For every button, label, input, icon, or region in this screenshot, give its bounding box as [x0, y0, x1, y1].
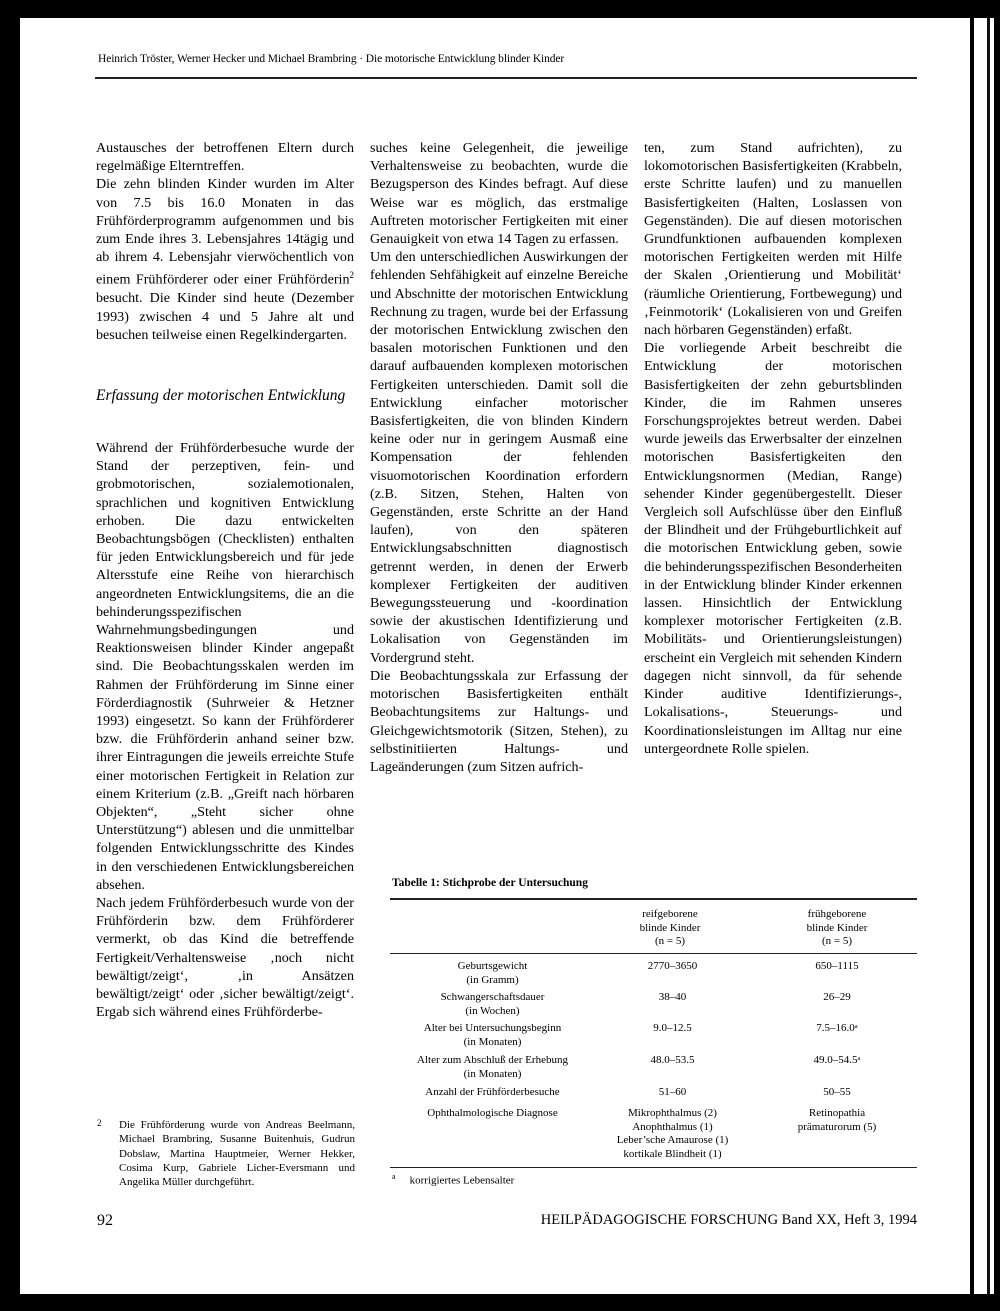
section-heading: Erfassung der motorischen Entwicklung — [96, 386, 346, 404]
table-cell-line: kortikale Blindheit (1) — [623, 1147, 722, 1160]
table-header-line: (n = 5) — [821, 935, 853, 947]
table-cell-line: Retinopathia — [808, 1107, 866, 1119]
table-cell-fruehgeborene — [762, 1054, 912, 1068]
table-top-rule — [390, 898, 917, 900]
table-header-line: (n = 5) — [654, 935, 686, 947]
table-note-text: korrigiertes Lebensalter — [409, 1174, 515, 1187]
table-cell-line: 49.0–54.5ᵃ — [813, 1054, 861, 1066]
table-column-header — [762, 908, 912, 949]
paragraph: Austausches der betroffenen Eltern durch regelmäßige Elterntreffen. — [96, 140, 354, 175]
table-cell-line: (in Wochen) — [465, 1004, 520, 1017]
table-cell-fruehgeborene — [762, 960, 912, 974]
running-head-rule — [95, 77, 917, 79]
table-row-label — [390, 1022, 595, 1049]
table-cell-line: Alter bei Untersuchungsbeginn — [423, 1022, 562, 1034]
table-header-line: reifgeborene — [642, 908, 698, 920]
footnote-ref: 2 — [349, 270, 354, 281]
table-cell-line: (in Monaten) — [463, 1067, 522, 1080]
table-cell-line: Geburtsgewicht — [457, 960, 528, 972]
paragraph: Nach jedem Frühförderbesuch wurde von der Frühförderin bzw. dem Frühförderer vermerkt, ob das Kind die betreffende Fertigkeit/Verhaltensweise ‚noch nicht bewältigt/zeigt‘, ‚in Ansätzen bewältigt/zeigt‘ oder ‚sicher bewältigt/zeigt‘. Ergab sich während eines Frühförderbe- — [96, 895, 354, 1021]
paragraph — [96, 175, 354, 344]
journal-footer: HEILPÄDAGOGISCHE FORSCHUNG Band XX, Heft 3, 1994 — [540, 1212, 917, 1228]
page-edge-rule — [987, 18, 990, 1294]
table-column-header — [595, 908, 745, 949]
table-cell-reifgeborene — [595, 1054, 750, 1068]
table-header-line: frühgeborene — [807, 908, 867, 920]
footnote — [97, 1118, 355, 1189]
table-cell-line: prämaturorum (5) — [797, 1120, 877, 1133]
paragraph: Die Beobachtungsskala zur Erfassung der motorischen Basisfertigkeiten enthält Beobachtungsitems zur Haltungs- und Gleichgewichtsmotorik (Sitzen, Stehen), zu selbstinitiierten Haltungs- und Lageänderungen (zum Sitzen aufrich- — [370, 667, 628, 775]
table-cell-line: (in Monaten) — [463, 1035, 522, 1048]
table-row-label — [390, 1054, 595, 1081]
table-cell-reifgeborene — [595, 1086, 750, 1100]
table-header-rule — [390, 953, 917, 954]
table-cell-line: (in Gramm) — [466, 973, 519, 986]
table-title: Tabelle 1: Stichprobe der Untersuchung — [392, 877, 588, 889]
paragraph-text: Die zehn blinden Kinder wurden im Alter von 7.5 bis 16.0 Monaten in das Frühförderprogramm aufgenommen und bis zum Ende ihres 3. Lebensjahres 14tägig und ab ihrem 4. Lebensjahr vierwöchentlich von einem Frühförderer oder einer Frühförderin — [96, 176, 354, 289]
table-cell-line: 26–29 — [823, 991, 851, 1003]
table-cell-reifgeborene — [595, 991, 750, 1005]
table-cell-line: 650–1115 — [815, 960, 859, 972]
footnote-mark: 2 — [97, 1118, 102, 1128]
table-cell-reifgeborene — [595, 960, 750, 974]
page-number: 92 — [97, 1212, 113, 1229]
table-cell-reifgeborene — [595, 1107, 750, 1161]
paragraph: suches keine Gelegenheit, die jeweilige Verhaltensweise zu beobachten, wurde die Bezugsperson des Kindes befragt. Auf diese Weise war es möglich, das erstmalige Auftreten motorischer Fertigkeiten mit einer Genauigkeit von etwa 14 Tagen zu erfassen. — [370, 140, 628, 248]
table-cell-line: Anzahl der Frühförderbesuche — [425, 1086, 560, 1098]
table-header-line: blinde Kinder — [806, 921, 868, 934]
table-cell-line: 9.0–12.5 — [653, 1022, 692, 1034]
table-bottom-rule — [390, 1167, 917, 1168]
table-cell-line: Ophthalmologische Diagnose — [427, 1107, 558, 1119]
table-cell-reifgeborene — [595, 1022, 750, 1036]
table-cell-line: 2770–3650 — [647, 960, 698, 972]
table-row-label — [390, 960, 595, 987]
table-note — [392, 1172, 514, 1187]
table-cell-line: 7.5–16.0ᵃ — [816, 1022, 858, 1034]
table-cell-fruehgeborene — [762, 1107, 912, 1134]
footnote-text: Die Frühförderung wurde von Andreas Beelmann, Michael Brambring, Susanne Buitenhuis, Gudrun Dobslaw, Martina Hauptmeier, Werner Hekker, Cosima Kurp, Gabriele Licher-Eversmann und Angelika Müller durchgeführt. — [119, 1119, 355, 1189]
text-column-3 — [644, 139, 902, 758]
table-row-label — [390, 1107, 595, 1121]
paragraph-text: besucht. Die Kinder sind heute (Dezember 1993) zwischen 4 und 5 Jahre alt und besuchen teilweise einen Regelkindergarten. — [96, 290, 354, 343]
table-row-label — [390, 1086, 595, 1100]
table-cell-line: 51–60 — [658, 1086, 687, 1098]
table-cell-line: Schwangerschaftsdauer — [440, 991, 545, 1003]
table-cell-line: Mikrophthalmus (2) — [628, 1107, 717, 1119]
table-cell-line: Leber’sche Amaurose (1) — [616, 1134, 729, 1146]
adjacent-page-edge — [974, 18, 994, 1294]
table-note-mark: a — [392, 1172, 396, 1181]
paragraph: Um den unterschiedlichen Auswirkungen der fehlenden Sehfähigkeit auf einzelne Bereiche und Abschnitte der motorischen Entwicklung Rechnung zu tragen, wurde bei der Erfassung der motorischen Entwicklung zwischen den basalen motorischen Funktionen und den darauf aufbauenden komplexen motorischen Fertigkeiten unterschieden. Damit soll die Entwicklung einfacher motorischer Basisfertigkeiten, die von blinden Kindern keine oder nur in geringem Ausmaß eine Kompensation der fehlenden visuomotorischen Koordination erfordern (z.B. Sitzen, Stehen, Halten von Gegenständen, erste Schritte an der Hand laufen), von den späteren Entwicklungsabschnitten diagnostisch getrennt werden, in denen der Erwerb komplexer Fertigkeiten der auditiven Bewegungssteuerung und -koordination sowie der akustischen Identifizierung und Lokalisation von Gegenständen im Vordergrund steht. — [370, 249, 628, 666]
table-row-label — [390, 991, 595, 1018]
running-head: Heinrich Tröster, Werner Hecker und Michael Brambring · Die motorische Entwicklung blinder Kinder — [98, 53, 565, 65]
text-column-2 — [370, 139, 628, 776]
table-header-line: blinde Kinder — [639, 921, 701, 934]
table-cell-line: Anophthalmus (1) — [632, 1120, 713, 1133]
text-column-1 — [96, 139, 354, 1021]
table-cell-line: 38–40 — [658, 991, 687, 1003]
paragraph: ten, zum Stand aufrichten), zu lokomotorischen Basisfertigkeiten (Krabbeln, erste Schritte laufen) und zu manuellen Basisfertigkeiten (Halten, Loslassen von Gegenständen). Die auf diesen motorischen Grundfunktionen aufbauenden komplexen motorischen Fertigkeiten werden mit Hilfe der Skalen ‚Orientierung und Mobilität‘ (räumliche Orientierung, Fortbewegung) und ‚Feinmotorik‘ (Lokalisieren von und Greifen nach hörbaren Gegenständen) erfaßt. — [644, 140, 902, 339]
paragraph: Die vorliegende Arbeit beschreibt die Entwicklung der motorischen Basisfertigkeiten der zehn geburtsblinden Kinder, die im Rahmen unseres Forschungsprojektes betreut werden. Dabei wurde jeweils das Erwerbsalter der einzelnen motorischen Basisfertigkeiten den Entwicklungsnormen (Median, Range) sehender Kinder gegenübergestellt. Dieser Vergleich soll Aufschlüsse über den Einfluß der Blindheit und der Frühgeburtlichkeit auf die motorischen Entwicklung geben, sowie die behinderungsspezifischen Besonderheiten in der Entwicklung blinder Kinder erkennen lassen. Hinsichtlich der Entwicklung komplexer motorischer Fertigkeiten (z.B. Mobilitäts- und Orientierungsleistungen) erscheint ein Vergleich mit sehenden Kindern dagegen nicht sinnvoll, da für sehende Kinder auditive Identifizierungs-, Lokalisations-, Steuerungs- und Koordinationsleistungen im Alltag nur eine untergeordnete Rolle spielen. — [644, 340, 902, 757]
table-cell-line: Alter zum Abschluß der Erhebung — [417, 1054, 568, 1066]
table-cell-line: 48.0–53.5 — [650, 1054, 695, 1066]
table-cell-fruehgeborene — [762, 991, 912, 1005]
table-cell-fruehgeborene — [762, 1086, 912, 1100]
paragraph: Während der Frühförderbesuche wurde der Stand der perzeptiven, fein- und grobmotorischen, sozialemotionalen, sprachlichen und kognitiven Entwicklung erhoben. Die dazu entwickelten Beobachtungsbögen (Checklisten) enthalten für jeden Entwicklungsbereich und für jede Altersstufe eine Reihe von hierarchisch angeordneten Entwicklungsitems, die an die behinderungsspezifischen Wahrnehmungsbedingungen und Reaktionsweisen blinder Kinder angepaßt sind. Die Beobachtungsskalen werden im Rahmen der Frühförderung im Sinne einer Förderdiagnostik (Suhrweier & Hetzner 1993) eingesetzt. So kann der Frühförderer bzw. die Frühförderin anhand seiner bzw. ihrer Eintragungen die jeweils erreichte Stufe einer motorischen Fertigkeit in Relation zur einem Kriterium (z.B. „Greift nach hörbaren Objekten“, „Steht sicher ohne Unterstützung“) ablesen und die unmittelbar folgenden Entwicklungsschritte des Kindes in den verschiedenen Entwicklungsbereichen absehen. — [96, 439, 354, 893]
table-cell-fruehgeborene — [762, 1022, 912, 1036]
table-cell-line: 50–55 — [823, 1086, 851, 1098]
